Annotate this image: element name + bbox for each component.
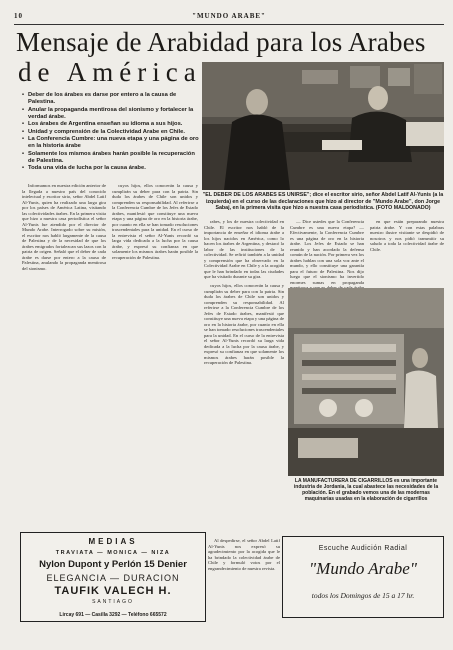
photo-factory — [288, 288, 444, 476]
article-text: Al despedirse, el señor Abdel Latif Al-Yunis nos expresó su agradecimiento por la acogida que le ha brindado la colectividad árabe de Chile y formuló votos por el engrandecimiento de nuestra revista. — [208, 538, 280, 571]
article-column-4 — [370, 219, 444, 279]
photo-factory-caption: LA MANUFACTURERA DE CIGARRILLOS es una importante industria de Jordania, la cual abastece las necesidades de la población. En el grabado vemos una de las modernas maquinarias usadas en la elaboración de cigarrillos — [293, 478, 439, 502]
ad-company: TAUFIK VALECH H. — [54, 585, 172, 597]
headline-line-2: de América — [18, 57, 202, 87]
article-column-6 — [204, 283, 284, 533]
ad-radio-name: "Mundo Arabe" — [309, 559, 417, 578]
ad-brands: TRAVIATA — MONICA — NIZA — [55, 550, 171, 556]
bullet-summary — [22, 92, 200, 173]
article-column-7 — [208, 538, 280, 620]
bullet-item: • Unidad y comprensión de la Colectividad Arabe en Chile. — [22, 129, 200, 136]
article-column-3 — [204, 219, 284, 279]
article-column-5 — [290, 219, 364, 285]
ad-title: MEDIAS — [88, 537, 138, 546]
page-header — [14, 12, 444, 25]
bullet-item: • Solamente los mismos árabes harán posible la recuperación de Palestina. — [22, 151, 200, 165]
ad-radio-schedule: todos los Domingos de 15 a 17 hr. — [311, 591, 415, 600]
photo-interview-illustration — [202, 62, 444, 190]
page-number: 10 — [14, 12, 23, 20]
article-text: — Dice ustedes que la Conferencia Cumbre es una nueva etapa? — Efectivamente, la Conferencia Cumbre es una página de oro en la historia árabe. Los Jefes de Estado se han reunido y han acordado la defensa común de la nación. Por primera vez los árabes hablan con una sola voz ante el mundo, y ello constituye una garantía para el futuro de Palestina. Nos dijo luego que el sionismo ha invertido enormes sumas en propaganda — [290, 219, 364, 285]
bullet-item: • La Conferencia Cumbre: una nueva etapa y una página de oro en la historia árabe — [22, 136, 200, 150]
photo-factory-illustration — [288, 288, 444, 476]
bullet-item: • Toda una vida de lucha por la causa árabe. — [22, 165, 200, 172]
photo-interview-caption: "EL DEBER DE LOS ARABES ES UNIRSE"; dice el escritor sirio, señor Abdel Latif Al-Yunis (a la izquierda) en el curso de las declaraciones que hizo al director de "Mundo Arabe", don Jorge Sabaj, en la primera visita que hizo a nuestra casa periodística. (FOTO MALDONADO) — [202, 192, 444, 211]
photo-interview — [202, 62, 444, 190]
ad-city: SANTIAGO — [92, 599, 134, 605]
bullet-item: • Los árabes de Argentina enseñan su idioma a sus hijos. — [22, 121, 200, 128]
article-text: cuyos hijos, ellos conocerán la causa y cumplirán su deber para con la patria. Sin duda los árabes de Chile son unidos y comprenden su responsabilidad. Al referirse a la Conferencia Cumbre de los Jefes de Estado árabes, manifestó que constituye una nueva etapa y una página de oro en la historia árabe, por cuanto en ella se han tomado resoluciones trascendentales para la unidad. En el curso de la entrevista el señor Al-Yunis recordó su larga vida dedicada a la lucha por la causa árabe, y expresó su confianza en que solamente los mismos árabes harán posible la recuperación de Palestina. — [112, 183, 198, 260]
article-column-1 — [22, 183, 106, 523]
bullet-item: • Deber de los árabes es darse por entero a la causa de Palestina. — [22, 92, 200, 106]
article-text: en que están preparando nuestra patria árabe. Y con estas palabras nuestro ilustre visitante se despidió de nosotros y nos pidió transmitir su saludo a toda la colectividad árabe de Chile. — [370, 219, 444, 252]
advertisement-medias — [20, 532, 206, 622]
ad-product: Nylon Dupont y Perlón 15 Denier — [39, 559, 187, 570]
publication-title: "MUNDO ARABE" — [192, 12, 266, 20]
ad-slogan: ELEGANCIA — DURACION — [46, 573, 180, 583]
headline-line-1: Mensaje de Arabidad para los Arabes — [16, 27, 426, 57]
article-text: Informamos en nuestra edición anterior de la llegada a nuestro país del conocido intelectual y escritor sirio, señor Abdel Latif Al-Yunis, quien ha realizado una larga gira por los países de América Latina, visitando las colectividades árabes. En la primera visita que hizo a nuestra casa periodística el señor Al-Yunis fue atendido por el director de Mundo Arabe. Interrogado sobre su misión, el escritor nos habló largamente de la causa de Palestina y de la necesidad de que los árabes emigrados fortalezcan sus lazos con la patria de origen. Señaló que el deber de cada árabe es darse por entero a la causa de Palestina, anulando la propaganda mentirosa del sionismo. — [22, 183, 106, 271]
article-column-2 — [112, 183, 198, 523]
bullet-item: • Anular la propaganda mentirosa del sionismo y fortalecer la verdad árabe. — [22, 107, 200, 121]
article-text: cuyos hijos, ellos conocerán la causa y cumplirán su deber para con la patria. Sin duda los árabes de Chile son unidos y comprenden su responsabilidad. Al referirse a la Conferencia Cumbre de los Jefes de Estado árabes, manifestó que constituye una nueva etapa y una página de oro en la historia árabe, por cuanto en ella se han tomado resoluciones trascendentales para la unidad. En el curso de la entrevista el señor Al-Yunis recordó su larga vida dedicada a la lucha por la causa árabe, y expresó su confianza en que solamente los mismos árabes harán posible la recuperación de Palestina. — [204, 283, 284, 365]
advertisement-radio — [282, 536, 444, 618]
article-text: rabes, y los de nuestra colectividad en Chile. El escritor nos habló de la importancia de enseñar el idioma árabe a los hijos nacidos en América, como lo hacen los árabes de Argentina, y destacó la labor de las instituciones de la colectividad. Se refirió también a la unidad y comprensión que ha observado en la Colectividad Arabe en Chile y a la acogida que le han brindado en todas las ciudades que ha visitado durante su gira. — [204, 219, 284, 279]
ad-radio-intro: Escuche Audición Radial — [318, 545, 408, 552]
ad-contact: Lircay 691 — Casilla 3292 — Teléfono 665572 — [59, 612, 167, 618]
